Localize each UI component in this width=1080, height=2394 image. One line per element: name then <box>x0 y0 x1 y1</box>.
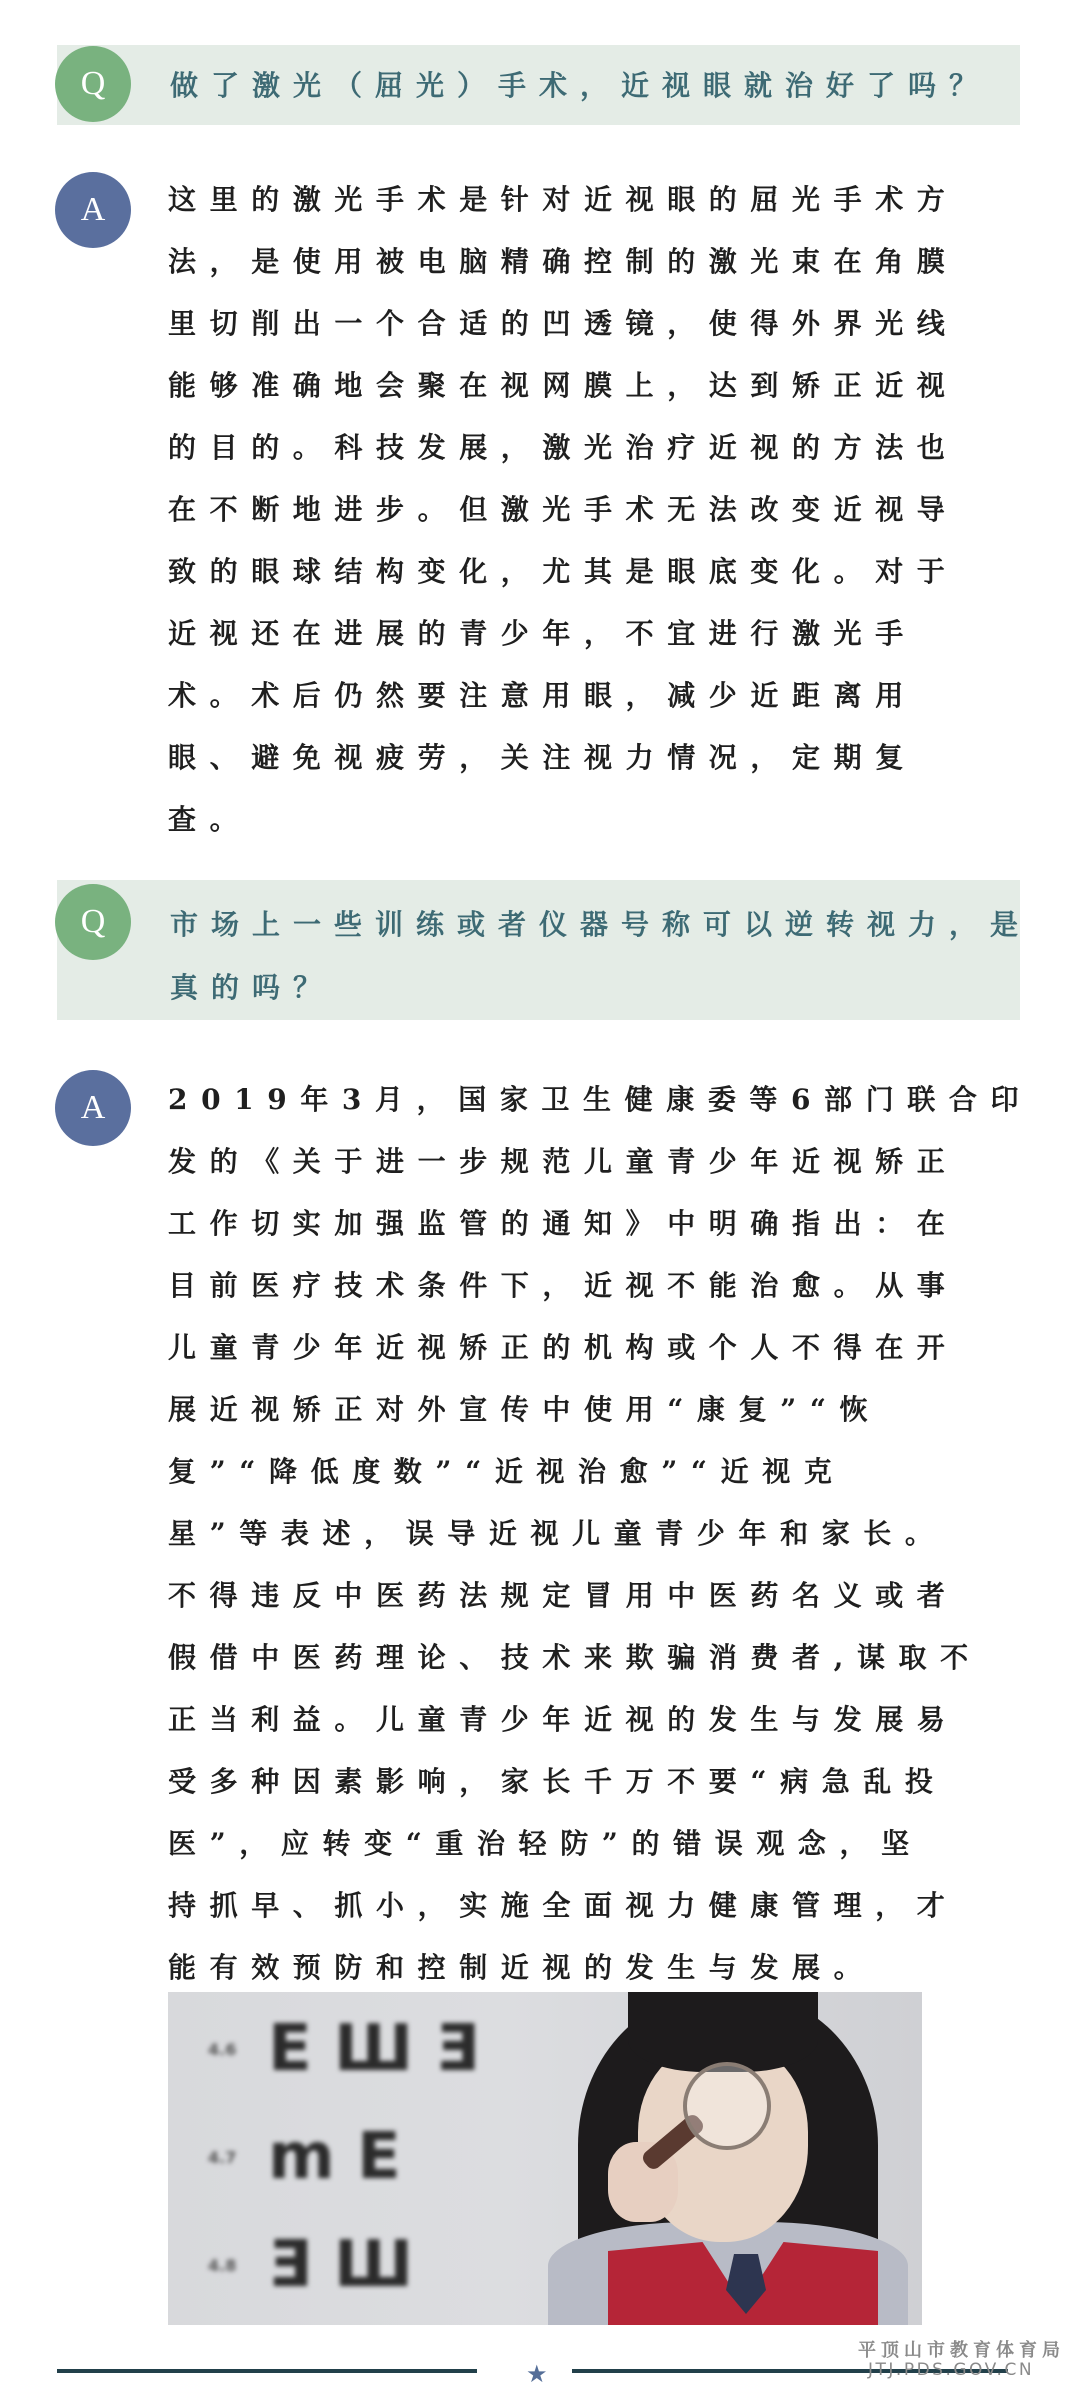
answer-2-line: 展近视矫正对外宣传中使用“康复”“恢 <box>168 1393 882 1426</box>
answer-1-line: 能够准确地会聚在视网膜上，达到矫正近视 <box>168 369 959 402</box>
answer-2-line: 复”“降低度数”“近视治愈”“近视克 <box>168 1455 846 1488</box>
watermark-url: JTJ.PDS.GOV.CN <box>868 2360 1035 2380</box>
girl-bangs <box>628 1992 818 2072</box>
answer-2-line: 能有效预防和控制近视的发生与发展。 <box>168 1951 876 1984</box>
answer-1-line: 术。术后仍然要注意用眼，减少近距离用 <box>168 679 917 712</box>
eye-chart-row-number: 4.8 <box>208 2255 237 2275</box>
eye-chart-row <box>208 2012 479 2086</box>
answer-2-line: 受多种因素影响，家长千万不要“病急乱投 <box>168 1765 947 1798</box>
q-badge-2: Q <box>55 884 131 960</box>
answer-1-line: 查。 <box>168 803 252 836</box>
q-badge-1: Q <box>55 46 131 122</box>
answer-1-line: 法，是使用被电脑精确控制的激光束在角膜 <box>168 245 959 278</box>
eye-chart-row <box>208 2120 401 2194</box>
answer-2-line: 持抓早、抓小，实施全面视力健康管理，才 <box>168 1889 959 1922</box>
watermark-org-name: 平顶山市教育体育局 <box>858 2340 1065 2361</box>
footer-divider-left <box>57 2369 477 2373</box>
eye-chart-girl-photo <box>168 1992 922 2325</box>
eye-chart-symbols: E Ш Ǝ <box>268 2012 480 2086</box>
answer-1-line: 眼、避免视疲劳，关注视力情况，定期复 <box>168 741 917 774</box>
answer-2-line: 目前医疗技术条件下，近视不能治愈。从事 <box>168 1269 959 1302</box>
answer-2-line: 2019年3月，国家卫生健康委等6部门联合印 <box>168 1083 1033 1116</box>
a-badge-1: A <box>55 172 131 248</box>
magnifying-glass-icon <box>683 2062 771 2150</box>
answer-1-line: 这里的激光手术是针对近视眼的屈光手术方 <box>168 183 959 216</box>
question-1-line-1: 做了激光（屈光）手术，近视眼就治好了吗？ <box>170 69 991 102</box>
answer-2-line: 正当利益。儿童青少年近视的发生与发展易 <box>168 1703 959 1736</box>
question-2-line-2: 真的吗？ <box>170 971 335 1004</box>
answer-1-line: 致的眼球结构变化，尤其是眼底变化。对于 <box>168 555 959 588</box>
eye-chart-row-number: 4.7 <box>208 2147 237 2167</box>
question-2-line-1: 市场上一些训练或者仪器号称可以逆转视力，是 <box>170 908 1032 941</box>
answer-2-line: 星”等表述，误导近视儿童青少年和家长。 <box>168 1517 947 1550</box>
eye-chart-symbols: Ǝ Ш <box>268 2228 414 2302</box>
eye-chart-row-number: 4.6 <box>208 2039 237 2059</box>
answer-2-line: 假借中医药理论、技术来欺骗消费者,谋取不 <box>168 1641 982 1674</box>
eye-chart-row <box>208 2228 413 2302</box>
answer-2-line: 不得违反中医药法规定冒用中医药名义或者 <box>168 1579 959 1612</box>
star-icon: ★ <box>526 2360 548 2388</box>
answer-2-line: 工作切实加强监管的通知》中明确指出：在 <box>168 1207 959 1240</box>
answer-2-line: 发的《关于进一步规范儿童青少年近视矫正 <box>168 1145 959 1178</box>
answer-2-line: 医”，应转变“重治轻防”的错误观念，坚 <box>168 1827 923 1860</box>
eye-chart-symbols: m E <box>268 2120 401 2194</box>
answer-1-line: 在不断地进步。但激光手术无法改变近视导 <box>168 493 959 526</box>
answer-1-line: 里切削出一个合适的凹透镜，使得外界光线 <box>168 307 959 340</box>
a-badge-2: A <box>55 1070 131 1146</box>
answer-2-line: 儿童青少年近视矫正的机构或个人不得在开 <box>168 1331 959 1364</box>
answer-1-line: 近视还在进展的青少年，不宜进行激光手 <box>168 617 917 650</box>
answer-1-line: 的目的。科技发展，激光治疗近视的方法也 <box>168 431 959 464</box>
